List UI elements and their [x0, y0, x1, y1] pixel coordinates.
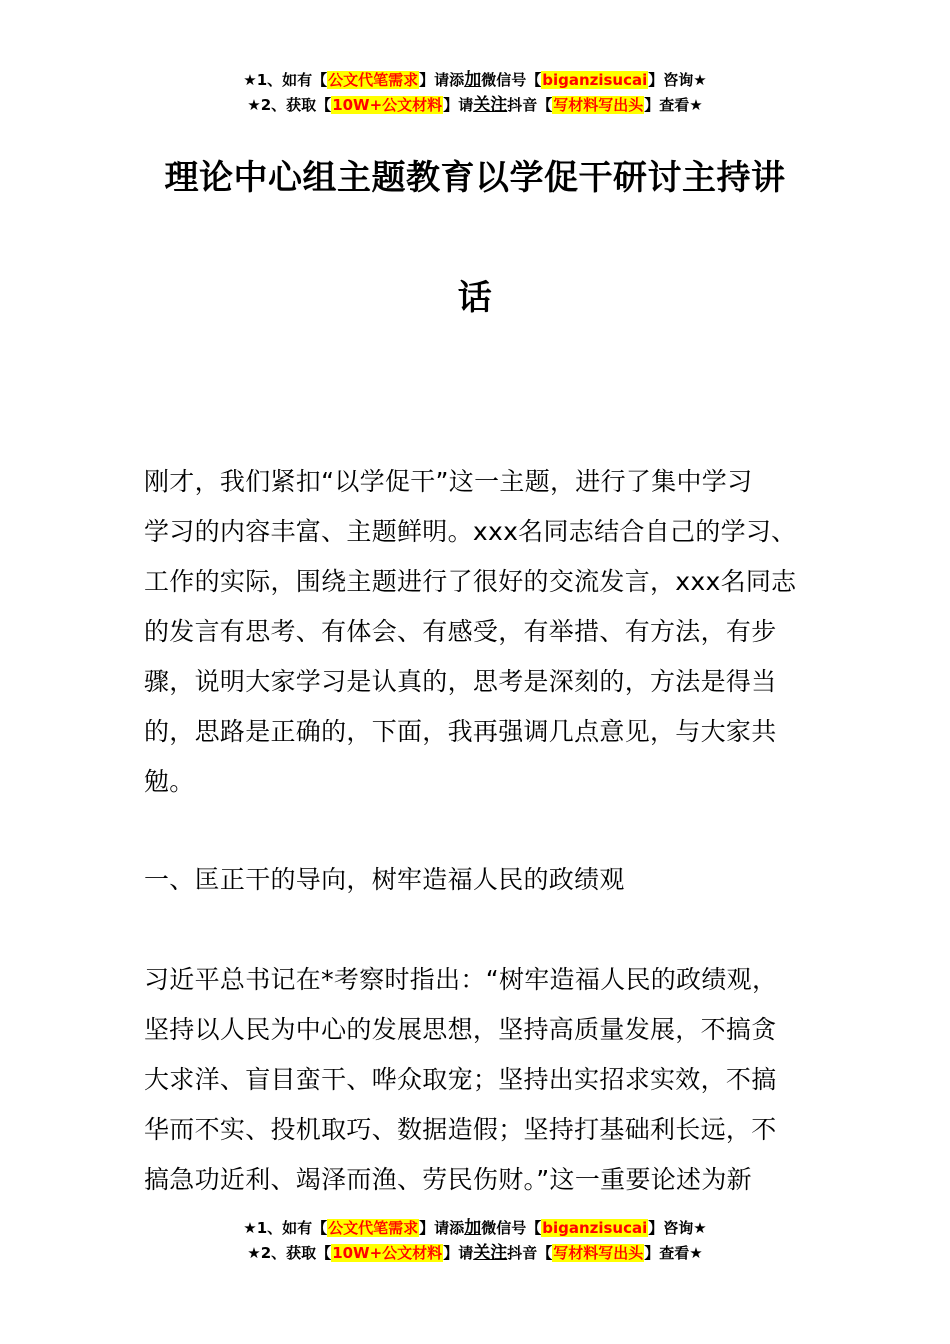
promo-text: 】请 — [443, 1244, 474, 1262]
promo-text: 】查看★ — [644, 1244, 703, 1262]
promo-text: 微信号【 — [481, 71, 542, 89]
footer-promo-banner — [0, 1216, 950, 1266]
promo-highlight: 公文代笔需求 — [328, 71, 419, 89]
promo-line-2 — [0, 1241, 950, 1266]
promo-highlight: 10W+公文材料 — [332, 96, 443, 114]
body-line: 搞急功近利、竭泽而渔、劳民伤财。”这一重要论述为新 — [144, 1165, 752, 1194]
promo-text: 微信号【 — [481, 1219, 542, 1237]
promo-text: 抖音【 — [507, 96, 553, 114]
body-line: 坚持以人民为中心的发展思想，坚持高质量发展，不搞贪 — [144, 1015, 777, 1044]
promo-text: 】咨询★ — [648, 1219, 707, 1237]
promo-text: 】咨询★ — [648, 71, 707, 89]
promo-douyin-id: 写材料写出头 — [553, 1244, 644, 1262]
promo-emphasis: 加 — [464, 1218, 482, 1238]
body-line: 骤，说明大家学习是认真的，思考是深刻的，方法是得当 — [144, 667, 777, 696]
body-line: 习近平总书记在*考察时指出：“树牢造福人民的政绩观， — [144, 965, 778, 994]
promo-highlight: 公文代笔需求 — [328, 1219, 419, 1237]
promo-wechat-id: biganzisucai — [542, 71, 648, 89]
promo-line-1 — [0, 68, 950, 93]
document-title: 理论中心组主题教育以学促干研讨主持讲 — [164, 158, 786, 198]
promo-emphasis: 关注 — [473, 95, 508, 115]
promo-text: 抖音【 — [507, 1244, 553, 1262]
promo-text: ★1、如有【 — [243, 71, 328, 89]
body-line: 的，思路是正确的，下面，我再强调几点意见，与大家共 — [144, 717, 777, 746]
body-line: 工作的实际，围绕主题进行了很好的交流发言，xxx名同志 — [144, 567, 797, 596]
body-line: 的发言有思考、有体会、有感受，有举措、有方法，有步 — [144, 617, 777, 646]
body-line: 刚才，我们紧扣“以学促干”这一主题，进行了集中学习 — [144, 467, 753, 496]
promo-douyin-id: 写材料写出头 — [553, 96, 644, 114]
promo-text: ★2、获取【 — [247, 96, 332, 114]
promo-line-1 — [0, 1216, 950, 1241]
promo-text: ★1、如有【 — [243, 1219, 328, 1237]
promo-text: ★2、获取【 — [247, 1244, 332, 1262]
promo-text: 】请添 — [419, 71, 465, 89]
body-line: 华而不实、投机取巧、数据造假；坚持打基础利长远，不 — [144, 1115, 777, 1144]
header-promo-banner — [0, 68, 950, 118]
promo-text: 】查看★ — [644, 96, 703, 114]
body-line: 大求洋、盲目蛮干、哗众取宠；坚持出实招求实效，不搞 — [144, 1065, 777, 1094]
promo-text: 】请 — [443, 96, 474, 114]
document-title-continued: 话 — [457, 278, 493, 318]
section-heading: 一、匡正干的导向，树牢造福人民的政绩观 — [144, 865, 625, 894]
promo-text: 】请添 — [419, 1219, 465, 1237]
promo-emphasis: 加 — [464, 70, 482, 90]
body-line: 学习的内容丰富、主题鲜明。xxx名同志结合自己的学习、 — [144, 517, 797, 546]
promo-wechat-id: biganzisucai — [542, 1219, 648, 1237]
promo-emphasis: 关注 — [473, 1243, 508, 1263]
promo-line-2 — [0, 93, 950, 118]
body-line: 勉。 — [144, 767, 195, 796]
promo-highlight: 10W+公文材料 — [332, 1244, 443, 1262]
